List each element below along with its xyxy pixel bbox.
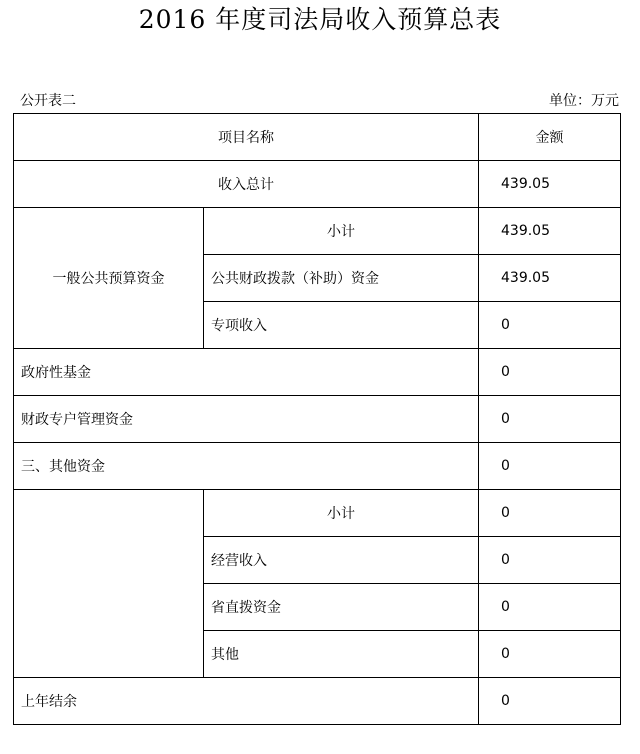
budget-table xyxy=(13,113,621,725)
header-item-name: 项目名称 xyxy=(14,114,479,161)
fiscal-allocation-label: 公共财政拨款（补助）资金 xyxy=(204,255,479,302)
general-subtotal-label: 小计 xyxy=(204,208,479,255)
gov-fund-label: 政府性基金 xyxy=(14,349,479,396)
other-subtotal-label: 小计 xyxy=(204,490,479,537)
special-income-label: 专项收入 xyxy=(204,302,479,349)
general-budget-label: 一般公共预算资金 xyxy=(14,208,204,349)
other-amount: 0 xyxy=(479,631,621,678)
table-row-fiscal-special xyxy=(14,396,621,443)
table-header-row xyxy=(14,114,621,161)
fiscal-allocation-amount: 439.05 xyxy=(479,255,621,302)
unit-label: 单位：万元 xyxy=(549,93,619,109)
form-number-label: 公开表二 xyxy=(20,93,76,109)
gov-fund-amount: 0 xyxy=(479,349,621,396)
other-funds-label: 三、其他资金 xyxy=(14,443,479,490)
operating-income-label: 经营收入 xyxy=(204,537,479,584)
header-amount: 金额 xyxy=(479,114,621,161)
other-subtotal-amount: 0 xyxy=(479,490,621,537)
table-row-gov-fund xyxy=(14,349,621,396)
fiscal-special-label: 财政专户管理资金 xyxy=(14,396,479,443)
page-title: 2016 年度司法局收入预算总表 xyxy=(138,5,502,34)
prev-year-balance-label: 上年结余 xyxy=(14,678,479,725)
operating-income-amount: 0 xyxy=(479,537,621,584)
total-amount: 439.05 xyxy=(479,161,621,208)
general-subtotal-amount: 439.05 xyxy=(479,208,621,255)
provincial-funds-label: 省直拨资金 xyxy=(204,584,479,631)
table-row-other-funds xyxy=(14,443,621,490)
total-label: 收入总计 xyxy=(14,161,479,208)
table-row-total xyxy=(14,161,621,208)
special-income-amount: 0 xyxy=(479,302,621,349)
prev-year-balance-amount: 0 xyxy=(479,678,621,725)
table-row-other-subtotal xyxy=(14,490,621,537)
table-row-general-subtotal xyxy=(14,208,621,255)
other-group-label xyxy=(14,490,204,678)
other-label: 其他 xyxy=(204,631,479,678)
fiscal-special-amount: 0 xyxy=(479,396,621,443)
provincial-funds-amount: 0 xyxy=(479,584,621,631)
other-funds-amount: 0 xyxy=(479,443,621,490)
table-row-prev-year-balance xyxy=(14,678,621,725)
